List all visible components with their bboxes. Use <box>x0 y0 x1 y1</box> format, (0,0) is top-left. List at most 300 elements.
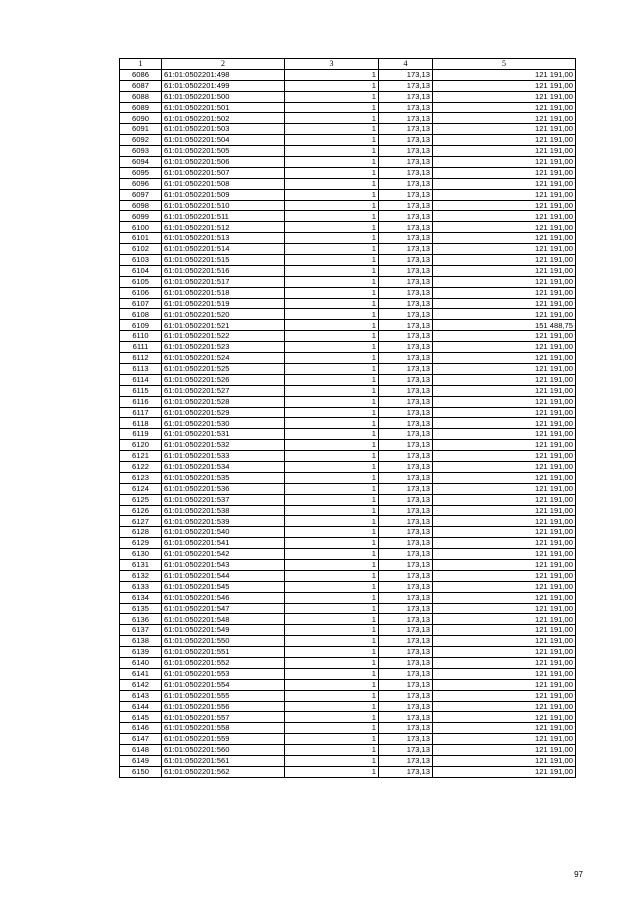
cell-quantity: 1 <box>285 766 379 777</box>
cell-row-number: 6087 <box>120 80 162 91</box>
cell-cadastral-number: 61:01:0502201:529 <box>162 407 285 418</box>
table-row <box>120 385 576 396</box>
cell-area: 173,13 <box>379 298 433 309</box>
cell-value: 121 191,00 <box>433 200 576 211</box>
cell-value: 121 191,00 <box>433 570 576 581</box>
table-row <box>120 494 576 505</box>
cell-area: 173,13 <box>379 113 433 124</box>
cell-value: 121 191,00 <box>433 516 576 527</box>
cell-area: 173,13 <box>379 244 433 255</box>
cell-row-number: 6130 <box>120 549 162 560</box>
cell-quantity: 1 <box>285 625 379 636</box>
cell-area: 173,13 <box>379 472 433 483</box>
cell-cadastral-number: 61:01:0502201:538 <box>162 505 285 516</box>
table-row <box>120 342 576 353</box>
cell-area: 173,13 <box>379 222 433 233</box>
cell-row-number: 6125 <box>120 494 162 505</box>
cell-row-number: 6100 <box>120 222 162 233</box>
cell-row-number: 6096 <box>120 178 162 189</box>
cell-area: 173,13 <box>379 255 433 266</box>
table-row <box>120 167 576 178</box>
table-row <box>120 603 576 614</box>
table-row <box>120 440 576 451</box>
cell-value: 151 488,75 <box>433 320 576 331</box>
cell-area: 173,13 <box>379 429 433 440</box>
table-row <box>120 559 576 570</box>
cell-row-number: 6143 <box>120 690 162 701</box>
cell-value: 121 191,00 <box>433 701 576 712</box>
cell-value: 121 191,00 <box>433 69 576 80</box>
cell-row-number: 6103 <box>120 255 162 266</box>
cell-cadastral-number: 61:01:0502201:554 <box>162 679 285 690</box>
cell-area: 173,13 <box>379 625 433 636</box>
table-row <box>120 483 576 494</box>
table-row <box>120 505 576 516</box>
cell-value: 121 191,00 <box>433 494 576 505</box>
cell-quantity: 1 <box>285 668 379 679</box>
cell-row-number: 6119 <box>120 429 162 440</box>
cell-quantity: 1 <box>285 211 379 222</box>
table-row <box>120 157 576 168</box>
cell-row-number: 6114 <box>120 374 162 385</box>
table-row <box>120 353 576 364</box>
cell-area: 173,13 <box>379 200 433 211</box>
cell-quantity: 1 <box>285 538 379 549</box>
table-row <box>120 527 576 538</box>
cell-cadastral-number: 61:01:0502201:518 <box>162 287 285 298</box>
table-row <box>120 625 576 636</box>
cell-cadastral-number: 61:01:0502201:505 <box>162 146 285 157</box>
cell-cadastral-number: 61:01:0502201:516 <box>162 265 285 276</box>
cell-row-number: 6118 <box>120 418 162 429</box>
cell-area: 173,13 <box>379 636 433 647</box>
table-row <box>120 124 576 135</box>
table-row <box>120 690 576 701</box>
cell-area: 173,13 <box>379 265 433 276</box>
cell-row-number: 6142 <box>120 679 162 690</box>
cell-cadastral-number: 61:01:0502201:501 <box>162 102 285 113</box>
cell-value: 121 191,00 <box>433 734 576 745</box>
cell-cadastral-number: 61:01:0502201:532 <box>162 440 285 451</box>
cell-row-number: 6105 <box>120 276 162 287</box>
table-row <box>120 734 576 745</box>
cell-row-number: 6146 <box>120 723 162 734</box>
cell-area: 173,13 <box>379 592 433 603</box>
cell-row-number: 6121 <box>120 451 162 462</box>
cell-area: 173,13 <box>379 276 433 287</box>
cell-cadastral-number: 61:01:0502201:560 <box>162 745 285 756</box>
table-row <box>120 189 576 200</box>
cell-area: 173,13 <box>379 287 433 298</box>
cell-cadastral-number: 61:01:0502201:514 <box>162 244 285 255</box>
table-row <box>120 756 576 767</box>
cell-cadastral-number: 61:01:0502201:503 <box>162 124 285 135</box>
table-row <box>120 679 576 690</box>
cell-value: 121 191,00 <box>433 766 576 777</box>
cell-value: 121 191,00 <box>433 614 576 625</box>
cell-value: 121 191,00 <box>433 211 576 222</box>
cell-cadastral-number: 61:01:0502201:533 <box>162 451 285 462</box>
cell-area: 173,13 <box>379 756 433 767</box>
cell-row-number: 6117 <box>120 407 162 418</box>
cell-value: 121 191,00 <box>433 538 576 549</box>
cell-area: 173,13 <box>379 407 433 418</box>
cell-area: 173,13 <box>379 516 433 527</box>
cell-cadastral-number: 61:01:0502201:540 <box>162 527 285 538</box>
cell-area: 173,13 <box>379 69 433 80</box>
cell-row-number: 6097 <box>120 189 162 200</box>
cell-row-number: 6107 <box>120 298 162 309</box>
cell-row-number: 6131 <box>120 559 162 570</box>
cell-quantity: 1 <box>285 265 379 276</box>
cell-area: 173,13 <box>379 657 433 668</box>
column-header-2: 2 <box>162 59 285 70</box>
cell-cadastral-number: 61:01:0502201:521 <box>162 320 285 331</box>
cell-quantity: 1 <box>285 200 379 211</box>
cell-area: 173,13 <box>379 167 433 178</box>
page-number: 97 <box>574 870 583 879</box>
cell-value: 121 191,00 <box>433 385 576 396</box>
cell-row-number: 6139 <box>120 647 162 658</box>
cell-value: 121 191,00 <box>433 451 576 462</box>
cell-quantity: 1 <box>285 494 379 505</box>
cell-cadastral-number: 61:01:0502201:556 <box>162 701 285 712</box>
cell-value: 121 191,00 <box>433 265 576 276</box>
cell-row-number: 6091 <box>120 124 162 135</box>
cell-area: 173,13 <box>379 766 433 777</box>
cell-cadastral-number: 61:01:0502201:520 <box>162 309 285 320</box>
cell-row-number: 6122 <box>120 461 162 472</box>
column-header-3: 3 <box>285 59 379 70</box>
cell-quantity: 1 <box>285 342 379 353</box>
cell-value: 121 191,00 <box>433 167 576 178</box>
cell-row-number: 6141 <box>120 668 162 679</box>
cell-cadastral-number: 61:01:0502201:548 <box>162 614 285 625</box>
cell-area: 173,13 <box>379 527 433 538</box>
cell-value: 121 191,00 <box>433 91 576 102</box>
cell-cadastral-number: 61:01:0502201:508 <box>162 178 285 189</box>
table-row <box>120 80 576 91</box>
cell-cadastral-number: 61:01:0502201:562 <box>162 766 285 777</box>
cell-row-number: 6138 <box>120 636 162 647</box>
cell-area: 173,13 <box>379 385 433 396</box>
cell-cadastral-number: 61:01:0502201:539 <box>162 516 285 527</box>
cell-cadastral-number: 61:01:0502201:519 <box>162 298 285 309</box>
cell-cadastral-number: 61:01:0502201:498 <box>162 69 285 80</box>
cell-quantity: 1 <box>285 570 379 581</box>
cell-value: 121 191,00 <box>433 625 576 636</box>
cell-area: 173,13 <box>379 723 433 734</box>
table-row <box>120 146 576 157</box>
cell-quantity: 1 <box>285 723 379 734</box>
cell-value: 121 191,00 <box>433 756 576 767</box>
cell-cadastral-number: 61:01:0502201:551 <box>162 647 285 658</box>
table-row <box>120 331 576 342</box>
cell-area: 173,13 <box>379 549 433 560</box>
cell-area: 173,13 <box>379 211 433 222</box>
cell-quantity: 1 <box>285 559 379 570</box>
cell-area: 173,13 <box>379 178 433 189</box>
cell-cadastral-number: 61:01:0502201:555 <box>162 690 285 701</box>
cell-row-number: 6128 <box>120 527 162 538</box>
column-header-1: 1 <box>120 59 162 70</box>
cell-value: 121 191,00 <box>433 374 576 385</box>
cell-area: 173,13 <box>379 538 433 549</box>
cell-value: 121 191,00 <box>433 222 576 233</box>
cell-row-number: 6135 <box>120 603 162 614</box>
cell-row-number: 6140 <box>120 657 162 668</box>
cell-cadastral-number: 61:01:0502201:541 <box>162 538 285 549</box>
cell-quantity: 1 <box>285 516 379 527</box>
cell-row-number: 6116 <box>120 396 162 407</box>
cell-value: 121 191,00 <box>433 668 576 679</box>
cell-value: 121 191,00 <box>433 461 576 472</box>
cell-row-number: 6092 <box>120 135 162 146</box>
cell-cadastral-number: 61:01:0502201:524 <box>162 353 285 364</box>
cell-area: 173,13 <box>379 331 433 342</box>
cell-area: 173,13 <box>379 353 433 364</box>
cell-row-number: 6113 <box>120 363 162 374</box>
cell-value: 121 191,00 <box>433 418 576 429</box>
cell-cadastral-number: 61:01:0502201:526 <box>162 374 285 385</box>
cell-area: 173,13 <box>379 712 433 723</box>
cell-cadastral-number: 61:01:0502201:546 <box>162 592 285 603</box>
table-row <box>120 233 576 244</box>
cell-value: 121 191,00 <box>433 255 576 266</box>
cell-cadastral-number: 61:01:0502201:543 <box>162 559 285 570</box>
cell-value: 121 191,00 <box>433 712 576 723</box>
cell-area: 173,13 <box>379 418 433 429</box>
table-row <box>120 287 576 298</box>
cell-quantity: 1 <box>285 374 379 385</box>
cell-cadastral-number: 61:01:0502201:525 <box>162 363 285 374</box>
table-row <box>120 581 576 592</box>
cell-row-number: 6137 <box>120 625 162 636</box>
cell-cadastral-number: 61:01:0502201:515 <box>162 255 285 266</box>
cell-quantity: 1 <box>285 756 379 767</box>
cell-area: 173,13 <box>379 690 433 701</box>
cell-area: 173,13 <box>379 146 433 157</box>
table-row <box>120 396 576 407</box>
cell-quantity: 1 <box>285 679 379 690</box>
cell-quantity: 1 <box>285 287 379 298</box>
table-row <box>120 570 576 581</box>
cell-row-number: 6104 <box>120 265 162 276</box>
cell-cadastral-number: 61:01:0502201:500 <box>162 91 285 102</box>
cell-cadastral-number: 61:01:0502201:537 <box>162 494 285 505</box>
cell-quantity: 1 <box>285 363 379 374</box>
cell-value: 121 191,00 <box>433 233 576 244</box>
cell-quantity: 1 <box>285 592 379 603</box>
cell-row-number: 6127 <box>120 516 162 527</box>
cell-quantity: 1 <box>285 712 379 723</box>
cell-cadastral-number: 61:01:0502201:531 <box>162 429 285 440</box>
cell-cadastral-number: 61:01:0502201:512 <box>162 222 285 233</box>
table-row <box>120 647 576 658</box>
cell-row-number: 6124 <box>120 483 162 494</box>
cell-quantity: 1 <box>285 636 379 647</box>
cell-quantity: 1 <box>285 614 379 625</box>
cell-cadastral-number: 61:01:0502201:544 <box>162 570 285 581</box>
cell-row-number: 6136 <box>120 614 162 625</box>
cell-value: 121 191,00 <box>433 429 576 440</box>
cell-area: 173,13 <box>379 581 433 592</box>
cell-area: 173,13 <box>379 614 433 625</box>
table-row <box>120 374 576 385</box>
cell-cadastral-number: 61:01:0502201:499 <box>162 80 285 91</box>
table-row <box>120 309 576 320</box>
table-row <box>120 178 576 189</box>
table-row <box>120 657 576 668</box>
cell-value: 121 191,00 <box>433 80 576 91</box>
cell-quantity: 1 <box>285 451 379 462</box>
cell-row-number: 6126 <box>120 505 162 516</box>
cell-quantity: 1 <box>285 276 379 287</box>
cell-value: 121 191,00 <box>433 244 576 255</box>
table-row <box>120 451 576 462</box>
cell-quantity: 1 <box>285 222 379 233</box>
table-row <box>120 472 576 483</box>
table-row <box>120 363 576 374</box>
cell-value: 121 191,00 <box>433 287 576 298</box>
cell-value: 121 191,00 <box>433 298 576 309</box>
cell-cadastral-number: 61:01:0502201:552 <box>162 657 285 668</box>
cell-area: 173,13 <box>379 679 433 690</box>
cell-row-number: 6115 <box>120 385 162 396</box>
cell-quantity: 1 <box>285 734 379 745</box>
cell-cadastral-number: 61:01:0502201:528 <box>162 396 285 407</box>
cell-area: 173,13 <box>379 461 433 472</box>
cell-quantity: 1 <box>285 80 379 91</box>
cell-quantity: 1 <box>285 461 379 472</box>
table-row <box>120 516 576 527</box>
cell-cadastral-number: 61:01:0502201:545 <box>162 581 285 592</box>
cell-value: 121 191,00 <box>433 440 576 451</box>
cell-quantity: 1 <box>285 124 379 135</box>
cell-cadastral-number: 61:01:0502201:502 <box>162 113 285 124</box>
cell-value: 121 191,00 <box>433 276 576 287</box>
cell-value: 121 191,00 <box>433 679 576 690</box>
cell-value: 121 191,00 <box>433 363 576 374</box>
cell-quantity: 1 <box>285 385 379 396</box>
cell-area: 173,13 <box>379 80 433 91</box>
cell-quantity: 1 <box>285 69 379 80</box>
cell-row-number: 6086 <box>120 69 162 80</box>
table-row <box>120 200 576 211</box>
cell-quantity: 1 <box>285 527 379 538</box>
cell-area: 173,13 <box>379 342 433 353</box>
cell-row-number: 6108 <box>120 309 162 320</box>
cell-quantity: 1 <box>285 167 379 178</box>
cell-area: 173,13 <box>379 570 433 581</box>
cell-area: 173,13 <box>379 603 433 614</box>
cell-cadastral-number: 61:01:0502201:522 <box>162 331 285 342</box>
cell-value: 121 191,00 <box>433 178 576 189</box>
cell-row-number: 6150 <box>120 766 162 777</box>
table-row <box>120 69 576 80</box>
table-row <box>120 135 576 146</box>
cell-area: 173,13 <box>379 157 433 168</box>
cell-row-number: 6133 <box>120 581 162 592</box>
cell-value: 121 191,00 <box>433 353 576 364</box>
column-header-4: 4 <box>379 59 433 70</box>
cell-quantity: 1 <box>285 157 379 168</box>
table-row <box>120 91 576 102</box>
cell-row-number: 6110 <box>120 331 162 342</box>
table-row <box>120 668 576 679</box>
cell-cadastral-number: 61:01:0502201:513 <box>162 233 285 244</box>
cell-value: 121 191,00 <box>433 745 576 756</box>
cell-value: 121 191,00 <box>433 472 576 483</box>
cell-value: 121 191,00 <box>433 636 576 647</box>
table-body <box>120 69 576 777</box>
cell-value: 121 191,00 <box>433 549 576 560</box>
cell-cadastral-number: 61:01:0502201:536 <box>162 483 285 494</box>
table-row <box>120 723 576 734</box>
cell-area: 173,13 <box>379 647 433 658</box>
cell-area: 173,13 <box>379 374 433 385</box>
cell-value: 121 191,00 <box>433 189 576 200</box>
table-row <box>120 745 576 756</box>
cell-value: 121 191,00 <box>433 102 576 113</box>
cell-quantity: 1 <box>285 396 379 407</box>
cell-row-number: 6102 <box>120 244 162 255</box>
cell-cadastral-number: 61:01:0502201:511 <box>162 211 285 222</box>
cell-quantity: 1 <box>285 472 379 483</box>
cell-quantity: 1 <box>285 505 379 516</box>
cell-value: 121 191,00 <box>433 657 576 668</box>
table-row <box>120 549 576 560</box>
cell-area: 173,13 <box>379 309 433 320</box>
cell-value: 121 191,00 <box>433 157 576 168</box>
cell-value: 121 191,00 <box>433 396 576 407</box>
cell-row-number: 6093 <box>120 146 162 157</box>
cell-value: 121 191,00 <box>433 723 576 734</box>
cell-value: 121 191,00 <box>433 603 576 614</box>
cell-cadastral-number: 61:01:0502201:557 <box>162 712 285 723</box>
table-row <box>120 701 576 712</box>
cell-value: 121 191,00 <box>433 592 576 603</box>
cell-area: 173,13 <box>379 745 433 756</box>
cell-cadastral-number: 61:01:0502201:507 <box>162 167 285 178</box>
cell-area: 173,13 <box>379 102 433 113</box>
cell-row-number: 6094 <box>120 157 162 168</box>
cell-row-number: 6090 <box>120 113 162 124</box>
cell-quantity: 1 <box>285 146 379 157</box>
cell-value: 121 191,00 <box>433 483 576 494</box>
cell-row-number: 6123 <box>120 472 162 483</box>
cell-cadastral-number: 61:01:0502201:535 <box>162 472 285 483</box>
table-row <box>120 418 576 429</box>
table-row <box>120 113 576 124</box>
cell-area: 173,13 <box>379 668 433 679</box>
cell-quantity: 1 <box>285 657 379 668</box>
table-row <box>120 592 576 603</box>
cell-value: 121 191,00 <box>433 647 576 658</box>
cell-quantity: 1 <box>285 603 379 614</box>
cell-quantity: 1 <box>285 418 379 429</box>
column-header-5: 5 <box>433 59 576 70</box>
cell-value: 121 191,00 <box>433 309 576 320</box>
table-row <box>120 298 576 309</box>
cell-quantity: 1 <box>285 320 379 331</box>
cell-cadastral-number: 61:01:0502201:530 <box>162 418 285 429</box>
cell-row-number: 6088 <box>120 91 162 102</box>
cell-quantity: 1 <box>285 647 379 658</box>
cell-row-number: 6098 <box>120 200 162 211</box>
cell-quantity: 1 <box>285 244 379 255</box>
cell-quantity: 1 <box>285 353 379 364</box>
